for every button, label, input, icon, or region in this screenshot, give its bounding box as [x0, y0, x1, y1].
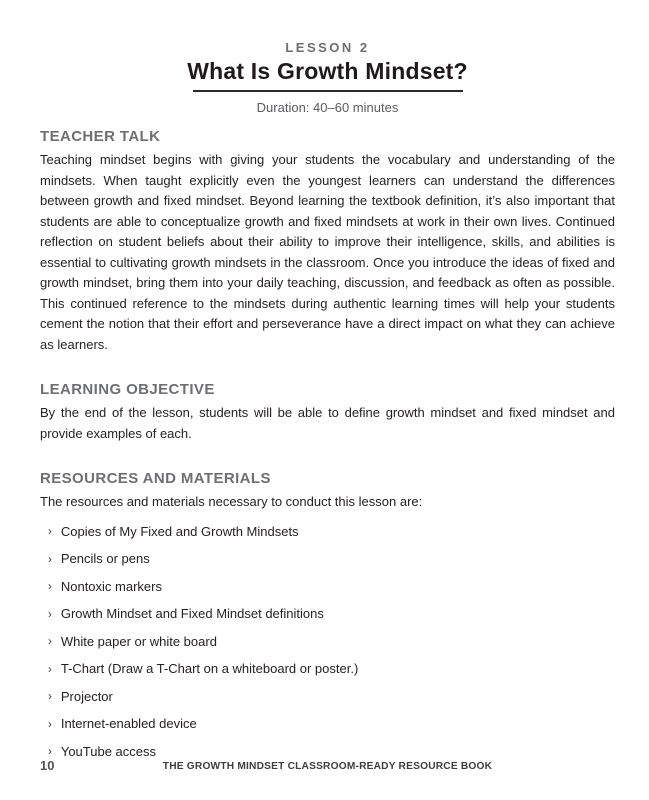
list-item-label: Projector	[60, 688, 113, 704]
list-item	[48, 580, 615, 595]
lesson-number-label: LESSON 2	[285, 40, 370, 55]
page-number: 10	[40, 758, 55, 773]
list-item-label: Internet-enabled device	[60, 716, 197, 731]
duration-label: Duration: 40–60 minutes	[256, 100, 399, 115]
list-item-label: Copies of My Fixed and Growth Mindsets	[60, 523, 299, 539]
list-item-label: YouTube access	[60, 743, 157, 759]
resources-list	[40, 525, 615, 760]
list-item-label: Pencils or pens	[60, 551, 150, 566]
page-footer	[40, 758, 615, 776]
chevron-right-icon: ›	[48, 663, 52, 676]
chevron-right-icon: ›	[48, 746, 52, 758]
list-item	[48, 690, 615, 705]
list-item-label: Growth Mindset and Fixed Mindset definitions	[60, 606, 324, 621]
list-item	[48, 717, 615, 732]
running-footer-book-title: THE GROWTH MINDSET CLASSROOM-READY RESOURCE BOOK	[162, 760, 493, 772]
page-title: What Is Growth Mindset?	[187, 58, 468, 84]
title-divider	[193, 90, 463, 92]
list-item	[48, 552, 615, 567]
chevron-right-icon: ›	[48, 526, 52, 538]
chevron-right-icon: ›	[48, 553, 52, 566]
list-item-label: T-Chart (Draw a T-Chart on a whiteboard or poster.)	[60, 661, 359, 676]
teacher-talk-paragraph: Teaching mindset begins with giving your students the vocabulary and understanding of the mindsets. When taught explicitly even the youngest learners can understand the differences between growth and fixed mindset. Beyond learning the textbook definition, it’s also important that students are able to conceptualize growth and fixed mindsets at work in their own lives. Continued reflection on student beliefs about their ability to improve their intelligence, skills, and abilities is essential to cultivating growth mindsets in the classroom. Once you introduce the ideas of fixed and growth mindset, bring them into your daily teaching, discussion, and feedback as often as possible. This continued reference to the mindsets during authentic learning times will help your students cement the notion that their effort and perseverance have a direct impact on what they can achieve as learners.	[40, 152, 615, 352]
section-heading-resources-and-materials: RESOURCES AND MATERIALS	[40, 470, 271, 487]
list-item	[48, 662, 615, 677]
resources-intro: The resources and materials necessary to conduct this lesson are:	[40, 494, 423, 509]
chevron-right-icon: ›	[48, 691, 52, 703]
section-heading-teacher-talk: TEACHER TALK	[40, 128, 161, 145]
chevron-right-icon: ›	[48, 636, 52, 648]
section-heading-learning-objective: LEARNING OBJECTIVE	[40, 381, 215, 398]
list-item	[48, 635, 615, 650]
chevron-right-icon: ›	[48, 608, 52, 621]
list-item-label: Nontoxic markers	[60, 578, 162, 594]
learning-objective-paragraph: By the end of the lesson, students will be able to define growth mindset and fixed mindset and provide examples of each.	[40, 405, 615, 441]
chevron-right-icon: ›	[48, 581, 52, 593]
list-item	[48, 525, 615, 540]
list-item-label: White paper or white board	[60, 633, 217, 649]
page-content	[40, 0, 615, 772]
list-item	[48, 607, 615, 622]
chevron-right-icon: ›	[48, 718, 52, 731]
